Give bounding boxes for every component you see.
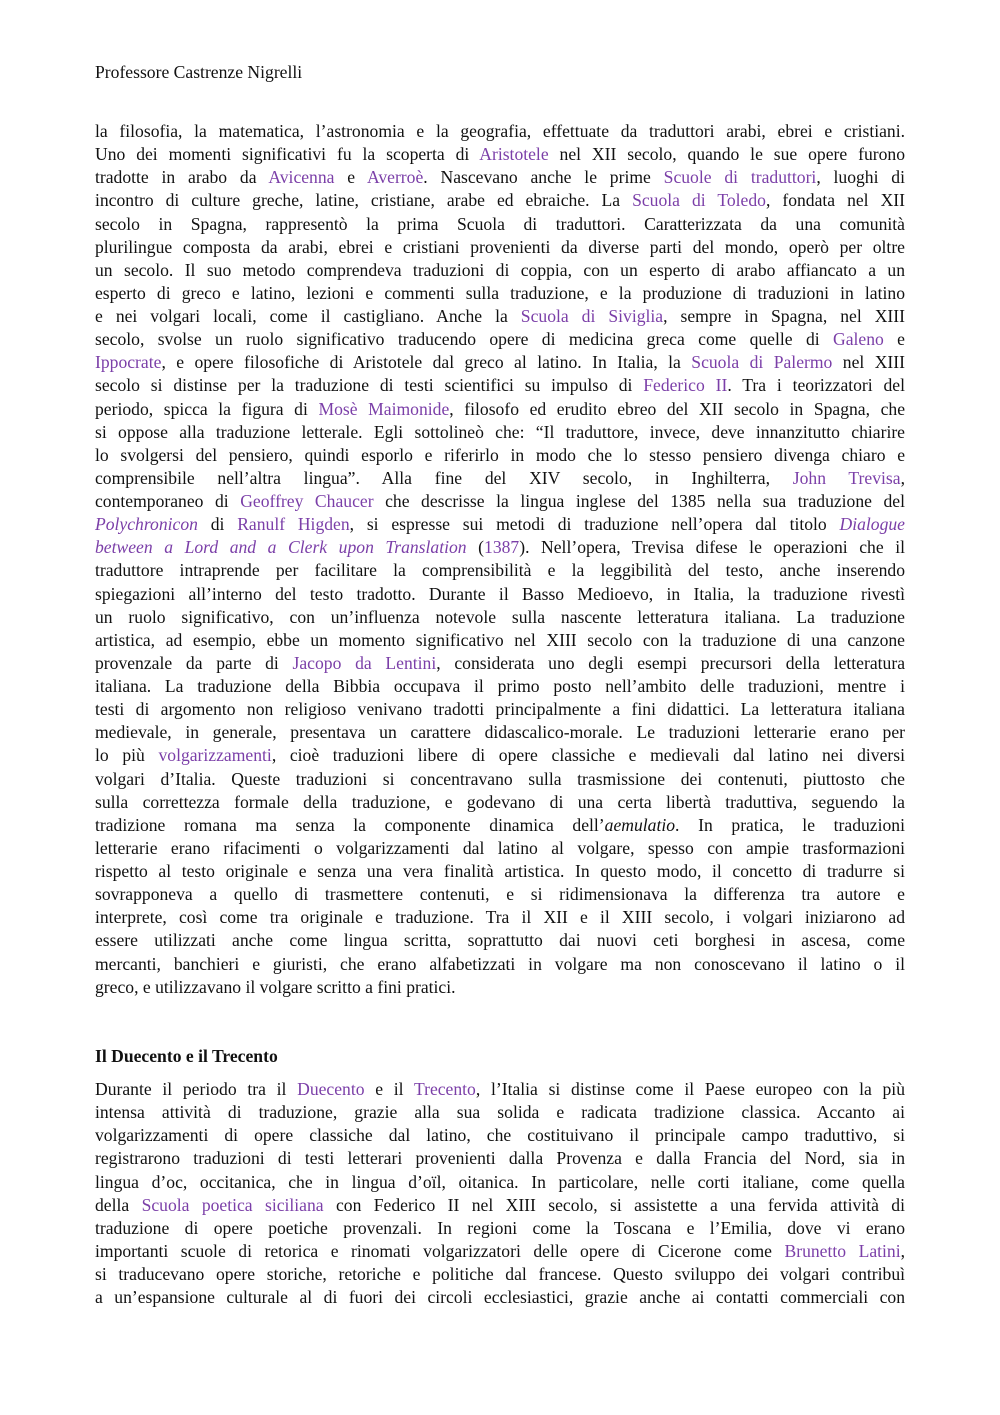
text-line	[95, 906, 905, 929]
text-line	[95, 860, 905, 883]
text-line	[95, 351, 905, 374]
hyperlink[interactable]: Galeno	[833, 329, 884, 350]
hyperlink[interactable]: Scuola poetica siciliana	[141, 1194, 324, 1215]
text-line	[95, 421, 905, 444]
text-line	[95, 744, 905, 767]
text-run: , fondata nel XII	[765, 190, 905, 211]
text-line	[95, 675, 905, 698]
text-line	[95, 490, 905, 513]
page-header-author: Professore Castrenze Nigrelli	[95, 62, 303, 82]
text-run: e il	[364, 1079, 414, 1099]
text-run: artistica, ad esempio, ebbe un momento significativo nel XIII secolo con la traduzione di una canzone	[95, 629, 905, 650]
text-line	[95, 837, 905, 860]
text-run: sovrapponeva a quello di trasmettere contenuti, e si ridimensionava la differenza tra autore e	[95, 884, 905, 905]
text-run: nel XIII	[832, 352, 905, 373]
text-line	[95, 1124, 905, 1147]
hyperlink[interactable]: Dialogue	[839, 514, 905, 535]
text-run: letterarie erano rifacimenti o volgarizzamenti dal latino al volgare, spesso con ampie trasformazioni	[95, 837, 905, 858]
hyperlink[interactable]: Polychronicon	[95, 514, 198, 535]
text-line	[95, 213, 905, 236]
text-run: , e opere filosofiche di Aristotele dal greco al latino. In Italia, la	[161, 352, 692, 373]
text-run: plurilingue composta da arabi, ebrei e cristiani provenienti da diverse parti del mondo, operò per oltre	[95, 236, 905, 257]
text-line	[95, 305, 905, 328]
text-line	[95, 721, 905, 744]
text-run: traduttore intraprende per facilitare la comprensibilità e la leggibilità del testo, anche inserendo	[95, 560, 905, 581]
text-run: un ruolo significativo, con un’influenza notevole sulla nascente letteratura italiana. La traduzione	[95, 606, 905, 627]
text-run: italiana. La traduzione della Bibbia occupava il primo posto nell’ambito delle traduzioni, mentre i	[95, 676, 905, 696]
text-run: spiegazioni all’interno del testo tradotto. Durante il Basso Medioevo, in Italia, la traduzione rivestì	[95, 583, 905, 604]
text-line	[95, 513, 905, 536]
text-line	[95, 374, 905, 397]
hyperlink[interactable]: Ippocrate	[95, 352, 162, 373]
text-run: interprete, così come tra originale e traduzione. Tra il XII e il XIII secolo, i volgari iniziarono ad	[95, 907, 905, 928]
text-line	[95, 559, 905, 582]
text-line	[95, 398, 905, 421]
text-run: , si espresse sui metodi di traduzione nell’opera dal titolo	[349, 514, 840, 535]
hyperlink[interactable]: Mosè Maimonide	[318, 398, 450, 419]
text-run: intensa attività di traduzione, grazie alla sua solida e radicata tradizione classica. Accanto ai	[95, 1102, 905, 1123]
section-heading: Il Duecento e il Trecento	[95, 1046, 278, 1066]
text-line	[95, 1171, 905, 1194]
hyperlink[interactable]: Scuole di traduttori	[663, 167, 817, 188]
hyperlink[interactable]: Brunetto Latini	[784, 1240, 901, 1261]
hyperlink[interactable]: Duecento	[297, 1079, 365, 1099]
text-line	[95, 282, 905, 305]
text-run: incontro di culture greche, latine, cristiane, arabe ed ebraiche. La	[95, 190, 633, 211]
text-line	[95, 976, 905, 999]
hyperlink[interactable]: Ranulf Higden	[237, 514, 350, 535]
text-run: e nei volgari locali, come il castigliano. Anche la	[95, 306, 521, 326]
text-line	[95, 1194, 905, 1217]
text-line	[95, 1263, 905, 1286]
text-line	[95, 120, 905, 143]
text-run: lingua d’oc, occitanica, che in lingua d’oïl, oitanica. In particolare, nelle corti italiane, come quella	[95, 1171, 905, 1192]
text-line	[95, 929, 905, 952]
text-run: Uno dei momenti significativi fu la scoperta di	[95, 144, 480, 165]
text-line	[95, 606, 905, 629]
text-run: a un’espansione culturale al di fuori dei circoli ecclesiastici, grazie anche ai contatti commerciali con	[95, 1287, 905, 1308]
text-run: , l’Italia si distinse come il Paese europeo con la più	[475, 1079, 905, 1099]
hyperlink[interactable]: Scuola di Palermo	[691, 352, 833, 373]
text-run: , cioè traduzioni libere di opere classiche e medievali dal latino nei diversi	[271, 745, 905, 766]
text-run: lo più	[95, 745, 159, 766]
text-run: secolo in Spagna, rappresentò la prima Scuola di traduttori. Caratterizzata da una comunità	[95, 213, 905, 234]
text-run: importanti scuole di retorica e rinomati volgarizzatori delle opere di Cicerone come	[95, 1240, 785, 1261]
hyperlink[interactable]: Federico II	[643, 375, 728, 396]
text-line	[95, 328, 905, 351]
text-line	[95, 698, 905, 721]
text-run: traduzione di opere poetiche provenzali. In regioni come la Toscana e l’Emilia, dove vi erano	[95, 1217, 905, 1238]
text-run: la filosofia, la matematica, l’astronomia e la geografia, effettuate da traduttori arabi, ebrei e cristiani.	[95, 121, 905, 141]
text-run: nel XII secolo, quando le sue opere furono	[548, 144, 905, 165]
text-line	[95, 1286, 905, 1309]
text-line	[95, 1217, 905, 1240]
text-run: sulla correttezza formale della traduzione, e godevano di una certa libertà traduttiva, seguendo la	[95, 791, 905, 812]
text-run: , considerata uno degli esempi precursori della letteratura	[436, 652, 906, 673]
text-line	[95, 1101, 905, 1124]
text-run: della	[95, 1194, 142, 1215]
text-run: che descrisse la lingua inglese del 1385 nella sua traduzione del	[373, 491, 905, 511]
text-line	[95, 236, 905, 259]
text-run: contemporaneo di	[95, 491, 241, 511]
text-line	[95, 768, 905, 791]
hyperlink[interactable]: Aristotele	[479, 144, 549, 165]
hyperlink[interactable]: Jacopo da Lentini	[292, 652, 437, 673]
hyperlink[interactable]: Scuola di Siviglia	[520, 306, 664, 326]
text-run: tradotte in arabo da	[95, 167, 269, 188]
text-run: un secolo. Il suo metodo comprendeva traduzioni di coppia, con un esperto di arabo affiancato a un	[95, 259, 905, 280]
text-run: . Nascevano anche le prime	[423, 167, 664, 188]
text-line	[95, 1147, 905, 1170]
hyperlink[interactable]: between a Lord and a Clerk upon Translation	[95, 537, 467, 558]
text-run: , luoghi di	[816, 167, 905, 188]
text-run: greco, e utilizzavano il volgare scritto a fini pratici.	[95, 976, 456, 997]
text-line	[95, 259, 905, 282]
text-run: , sempre in Spagna, nel XIII	[663, 306, 906, 326]
text-run: , filosofo ed erudito ebreo del XII secolo in Spagna, che	[449, 398, 906, 419]
text-run: mercanti, banchieri e giuristi, che erano alfabetizzati in volgare ma non conoscevano il latino o il	[95, 953, 905, 974]
hyperlink[interactable]: 1387	[484, 537, 520, 558]
text-line	[95, 143, 905, 166]
text-run: ). Nell’opera, Trevisa difese le operazioni che il	[519, 537, 906, 558]
text-run: rispetto al testo originale e senza una vera finalità artistica. In questo modo, il concetto di tradurre si	[95, 861, 905, 881]
text-run: medievale, in generale, presentava un carattere didascalico-morale. Le traduzioni letterarie erano per	[95, 722, 905, 743]
text-run: registrarono traduzioni di testi letterari provenienti dalla Provenza e dalla Francia del Nord, sia in	[95, 1148, 905, 1169]
text-run: aemulatio	[604, 814, 676, 835]
text-run: tradizione romana ma senza la componente dinamica dell’	[95, 814, 605, 835]
text-run: si traducevano opere storiche, retoriche e politiche dal francese. Questo sviluppo dei volgari contribuì	[95, 1264, 905, 1284]
text-line	[95, 1240, 905, 1263]
hyperlink[interactable]: volgarizzamenti	[158, 745, 272, 766]
text-line	[95, 583, 905, 606]
text-run: volgarizzamenti di opere classiche dal latino, che costituivano il principale campo traduttivo, si	[95, 1125, 905, 1146]
text-run: di	[197, 514, 238, 535]
text-line	[95, 189, 905, 212]
text-line	[95, 883, 905, 906]
text-line	[95, 1078, 905, 1101]
text-run: . In pratica, le traduzioni	[675, 814, 905, 835]
text-line	[95, 791, 905, 814]
hyperlink[interactable]: John Trevisa	[792, 467, 901, 488]
text-run: esperto di greco e latino, lezioni e commenti sulla traduzione, e la produzione di traduzioni in latino	[95, 282, 905, 303]
text-run: testi di argomento non religioso venivano tradotti principalmente a fini didattici. La letteratura italiana	[95, 699, 905, 720]
text-run: e	[883, 329, 905, 350]
text-line	[95, 467, 905, 490]
text-run: (	[466, 537, 485, 558]
text-run: essere utilizzati anche come lingua scritta, soprattutto dai nuovi ceti borghesi in ascesa, come	[95, 930, 905, 951]
text-line	[95, 444, 905, 467]
hyperlink[interactable]: Averroè	[366, 167, 424, 188]
text-run: Durante il periodo tra il	[95, 1079, 298, 1099]
text-line	[95, 166, 905, 189]
paragraph-1	[95, 120, 905, 999]
text-run: e	[334, 167, 367, 188]
text-line	[95, 953, 905, 976]
text-run: secolo si distinse per la traduzione di testi scientifici su impulso di	[95, 375, 644, 396]
hyperlink[interactable]: Geoffrey Chaucer	[240, 491, 374, 511]
text-run: con Federico II nel XIII secolo, si assistette a una fervida attività di	[323, 1194, 905, 1215]
hyperlink[interactable]: Trecento	[413, 1079, 476, 1099]
text-line	[95, 814, 905, 837]
text-line	[95, 629, 905, 652]
text-run: lo svolgersi del pensiero, quindi esporlo e riferirlo in modo che lo stesso pensiero divenga chiaro e	[95, 444, 905, 465]
hyperlink[interactable]: Avicenna	[268, 167, 335, 188]
hyperlink[interactable]: Scuola di Toledo	[632, 190, 766, 211]
text-run: volgari d’Italia. Queste traduzioni si concentravano sulla trasmissione dei contenuti, piuttosto che	[95, 768, 905, 789]
text-run: ,	[900, 1240, 905, 1261]
paragraph-2	[95, 1078, 905, 1309]
text-run: provenzale da parte di	[95, 652, 293, 673]
text-run: si oppose alla traduzione letterale. Egli sottolineò che: “Il traduttore, invece, deve innanzitutto chiarire	[95, 421, 905, 442]
text-line	[95, 652, 905, 675]
text-run: ,	[900, 467, 905, 488]
text-line	[95, 536, 905, 559]
text-run: . Tra i teorizzatori del	[727, 375, 906, 396]
text-run: comprensibile nell’altra lingua”. Alla fine del XIV secolo, in Inghilterra,	[95, 467, 793, 488]
text-run: periodo, spicca la figura di	[95, 398, 319, 419]
text-run: secolo, svolse un ruolo significativo traducendo opere di medicina greca come quelle di	[95, 329, 833, 350]
